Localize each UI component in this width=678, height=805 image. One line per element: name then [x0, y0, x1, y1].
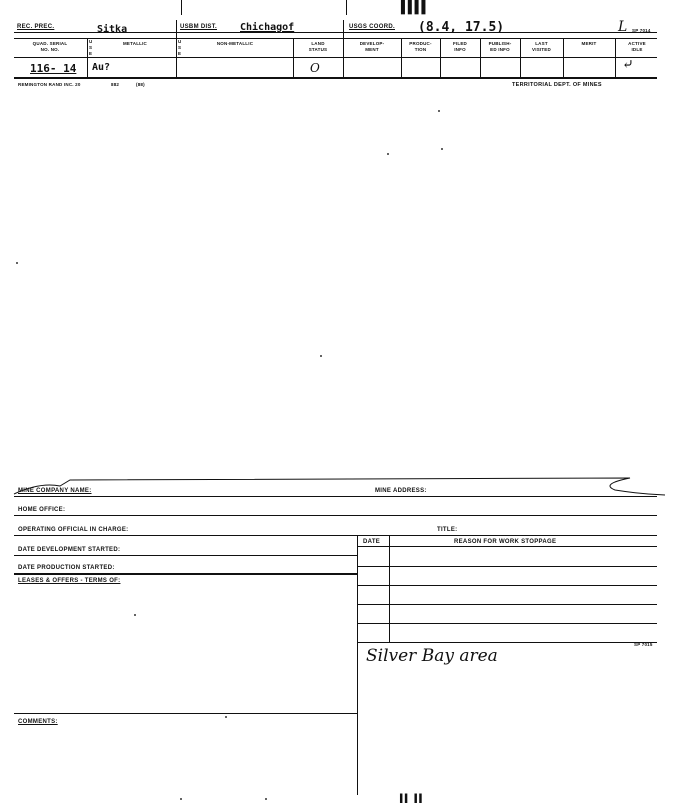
comments-label: COMMENTS: [18, 719, 58, 725]
leases-label: LEASES & OFFERS - TERMS OF: [18, 578, 121, 584]
divider [181, 0, 182, 15]
footer-code: (88) [136, 82, 145, 87]
divider [14, 57, 657, 58]
active-check-mark: ⤶ [622, 57, 634, 73]
land-status-value: O [310, 61, 320, 75]
metallic-value: Au? [92, 62, 111, 73]
usbm-dist-value: Chichagof [240, 22, 295, 33]
reason-column-label: REASON FOR WORK STOPPAGE [454, 539, 557, 545]
col-metallic-prefix: U S E [89, 39, 93, 56]
divider [14, 573, 357, 575]
date-production-label: DATE PRODUCTION STARTED: [18, 565, 115, 571]
divider [357, 566, 657, 567]
scan-speck [387, 153, 389, 155]
col-published-info: PUBLISH- ED INFO [488, 41, 512, 52]
col-nonmetallic-prefix: U S E [178, 39, 182, 56]
divider [14, 713, 357, 714]
scan-speck [320, 355, 322, 357]
scan-speck [441, 148, 443, 150]
home-office-label: HOME OFFICE: [18, 507, 66, 513]
divider [357, 604, 657, 605]
date-column-label: DATE [363, 539, 381, 545]
punch-marks: ▌▌ ▌▌ [400, 794, 425, 803]
divider [14, 515, 657, 516]
footer-department: TERRITORIAL DEPT. OF MINES [512, 82, 602, 88]
divider [357, 546, 657, 547]
divider [346, 0, 347, 15]
divider [357, 535, 358, 795]
divider [14, 496, 657, 497]
mine-address-label: MINE ADDRESS: [375, 488, 427, 494]
col-nonmetallic: NON-METALLIC [216, 41, 254, 46]
scan-speck [134, 614, 136, 616]
col-last-visited: LAST VISITED [532, 41, 551, 52]
col-development: DEVELOP- MENT [359, 41, 385, 52]
scan-speck [225, 716, 227, 718]
scan-speck [265, 798, 267, 800]
divider [176, 20, 177, 77]
divider [87, 38, 88, 77]
form-number: SP 7015 [634, 642, 653, 647]
col-metallic: METALLIC [122, 41, 147, 46]
corner-mark: L [618, 19, 628, 35]
operating-official-label: OPERATING OFFICIAL IN CHARGE: [18, 527, 129, 533]
scan-speck [16, 262, 18, 264]
quad-serial-value: 116- 14 [30, 62, 77, 75]
form-number: SP 7014 [632, 28, 651, 33]
divider [14, 535, 657, 536]
rec-prec-label: REC. PREC. [17, 24, 55, 30]
col-quad-serial: QUAD. SERIAL NO. NO. [32, 41, 68, 52]
scan-speck [438, 110, 440, 112]
divider [357, 642, 657, 643]
col-active-idle: ACTIVE IDLE [628, 41, 646, 52]
col-merit: MERIT [581, 41, 597, 46]
divider [615, 38, 616, 77]
divider [14, 555, 357, 556]
footer-code: 882 [111, 82, 120, 87]
rec-prec-value: Sitka [97, 24, 128, 35]
footer-publisher: REMINGTON RAND INC. 20 [18, 82, 81, 87]
divider [14, 77, 657, 79]
usgs-coord-label: USGS COORD. [349, 24, 395, 30]
divider [14, 38, 657, 39]
mine-company-label: MINE COMPANY NAME: [18, 488, 92, 494]
divider [343, 20, 344, 77]
usgs-coord-value: (8.4, 17.5) [418, 20, 505, 35]
card-edge [0, 472, 678, 496]
title-label: TITLE: [437, 527, 458, 533]
divider [357, 623, 657, 624]
col-land-status: LAND STATUS [308, 41, 328, 52]
handwritten-note: Silver Bay area [366, 646, 498, 666]
divider [389, 535, 390, 642]
punch-marks: ▌▌▌▌ [401, 0, 429, 15]
divider [293, 38, 294, 77]
date-development-label: DATE DEVELOPMENT STARTED: [18, 547, 121, 553]
col-filed-info: FILED INFO [453, 41, 467, 52]
scan-speck [180, 798, 182, 800]
usbm-dist-label: USBM DIST. [180, 24, 218, 30]
col-production: PRODUC- TION [409, 41, 432, 52]
divider [357, 585, 657, 586]
